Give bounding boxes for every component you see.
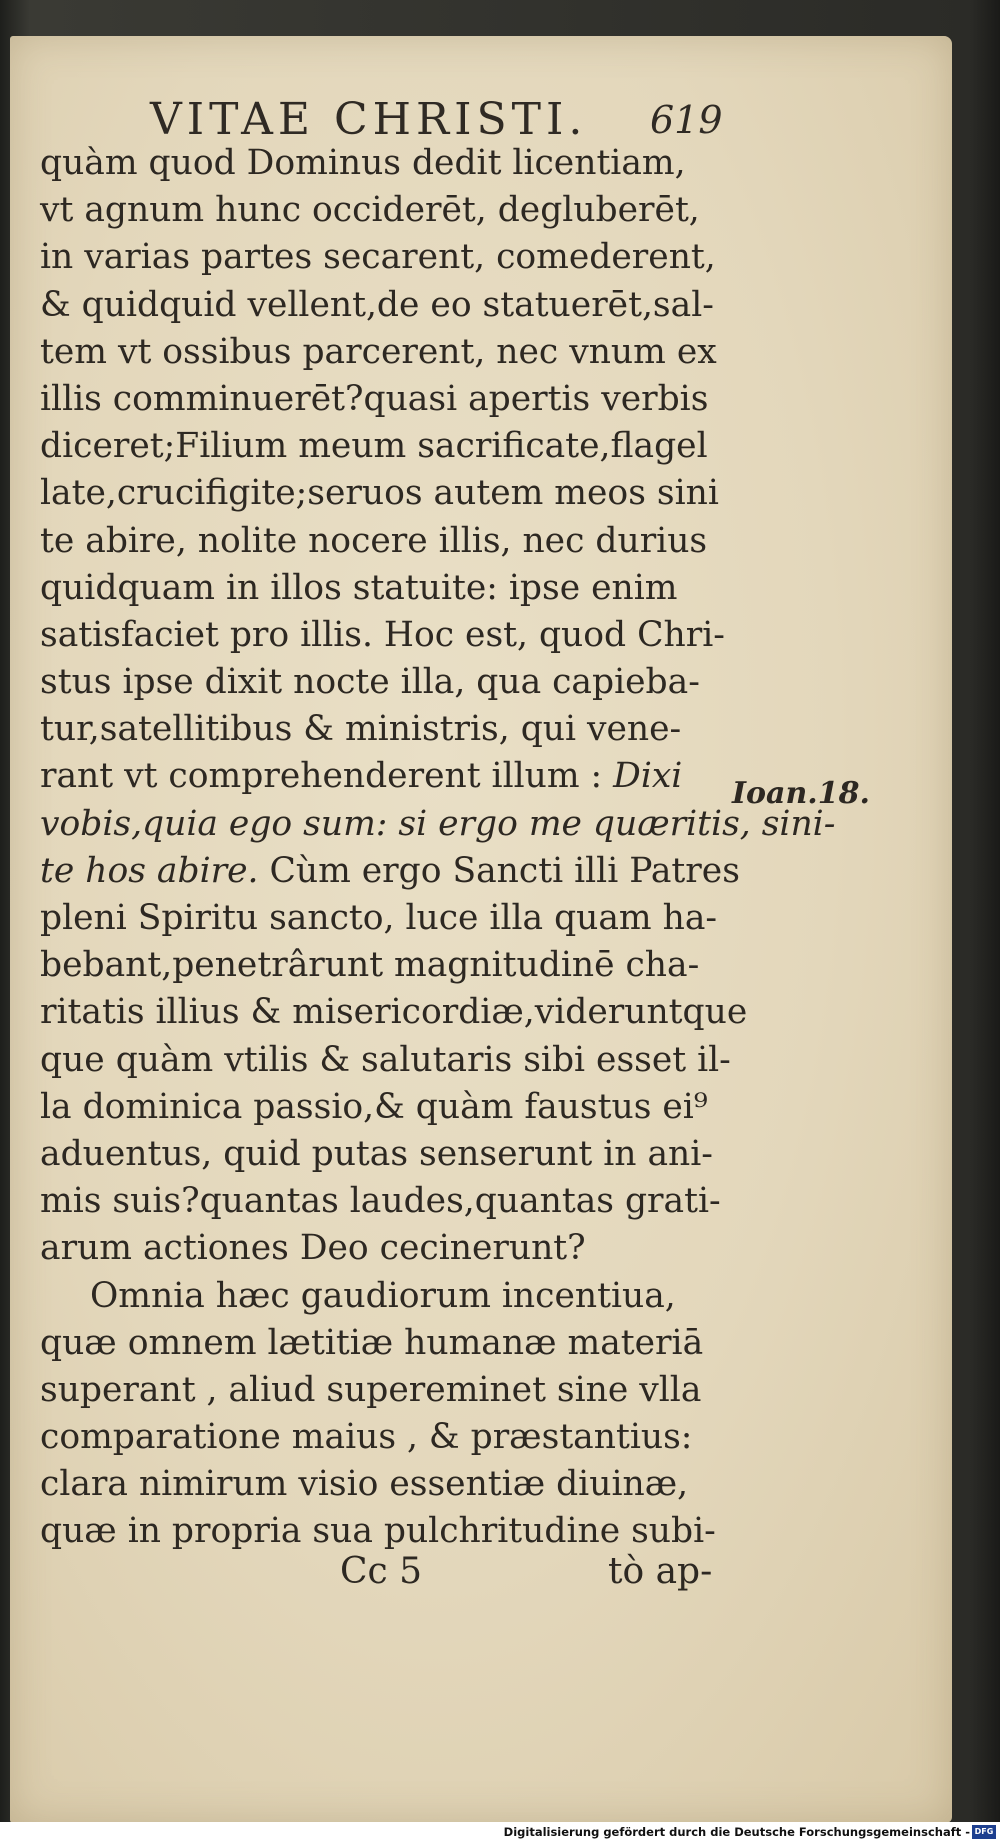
text-line: illis comminuerēt?quasi apertis verbis xyxy=(40,378,709,419)
text-line: quæ in propria sua pulchritudine subi- xyxy=(40,1511,716,1552)
text-line: satisfaciet pro illis. Hoc est, quod Chri- xyxy=(40,614,725,655)
text-line: stus ipse dixit nocte illa, qua capieba- xyxy=(40,662,700,703)
text-line: ritatis illius & misericordiæ,videruntque xyxy=(40,992,748,1033)
roman-text: rant vt comprehenderent illum : xyxy=(40,756,614,797)
text-line: pleni Spiritu sancto, luce illa quam ha- xyxy=(40,898,718,938)
text-line: que quàm vtilis & salutaris sibi esset il- xyxy=(40,1039,731,1080)
text-line: superant , aliud supereminet sine vlla xyxy=(40,1369,702,1410)
text-line: comparatione maius , & præstantius: xyxy=(40,1417,693,1458)
marginal-reference: Ioan.18. xyxy=(732,776,870,811)
text-line: mis suis?quantas laudes,quantas grati- xyxy=(40,1181,721,1222)
signature-mark: Cc 5 xyxy=(340,1551,423,1592)
digitization-footer xyxy=(0,1822,1000,1843)
text-line: clara nimirum visio essentiæ diuinæ, xyxy=(40,1464,689,1505)
paragraph-start-line: Omnia hæc gaudiorum incentiua, xyxy=(90,1275,676,1316)
text-line: bebant,penetrârunt magnitudinē cha- xyxy=(40,945,700,986)
page-number: 619 xyxy=(650,98,723,142)
dfg-logo: DFG xyxy=(972,1825,996,1839)
funding-credit: Digitalisierung gefördert durch die Deutsche Forschungsgemeinschaft - xyxy=(503,1825,970,1839)
italic-quote: te hos abire. xyxy=(40,850,259,891)
text-line: la dominica passio,& quàm faustus ei⁹ xyxy=(40,1086,708,1127)
text-line-mixed xyxy=(40,848,740,895)
catchword: tò ap- xyxy=(608,1551,713,1592)
text-line: & quidquid vellent,de eo statuerēt,sal- xyxy=(40,284,714,325)
text-line: vt agnum hunc occiderēt, degluberēt, xyxy=(40,190,700,231)
text-line: in varias partes secarent, comederent, xyxy=(40,237,716,278)
text-line: quidquam in illos statuite: ipse enim xyxy=(40,567,678,608)
text-line: aduentus, quid putas senserunt in ani- xyxy=(40,1133,713,1174)
text-line: diceret;Filium meum sacrificate,flagel xyxy=(40,426,708,467)
text-line-mixed xyxy=(40,753,740,800)
text-line: quàm quod Dominus dedit licentiam, xyxy=(40,143,686,183)
text-line: tur,satellitibus & ministris, qui vene- xyxy=(40,709,682,750)
roman-text: Cùm ergo Sancti illi Patres xyxy=(258,850,740,891)
italic-quote: Dixi xyxy=(613,756,683,797)
book-page xyxy=(10,36,952,1823)
running-head: VITAE CHRISTI. xyxy=(150,94,588,145)
italic-quote-line: vobis,quia ego sum: si ergo me quæritis, sini- xyxy=(40,803,836,844)
text-line: quæ omnem lætitiæ humanæ materiā xyxy=(40,1322,704,1363)
text-line: te abire, nolite nocere illis, nec durius xyxy=(40,520,708,561)
text-line: arum actiones Deo cecinerunt? xyxy=(40,1228,586,1269)
text-line: tem vt ossibus parcerent, nec vnum ex xyxy=(40,331,717,372)
text-line: late,crucifigite;seruos autem meos sini xyxy=(40,473,719,514)
